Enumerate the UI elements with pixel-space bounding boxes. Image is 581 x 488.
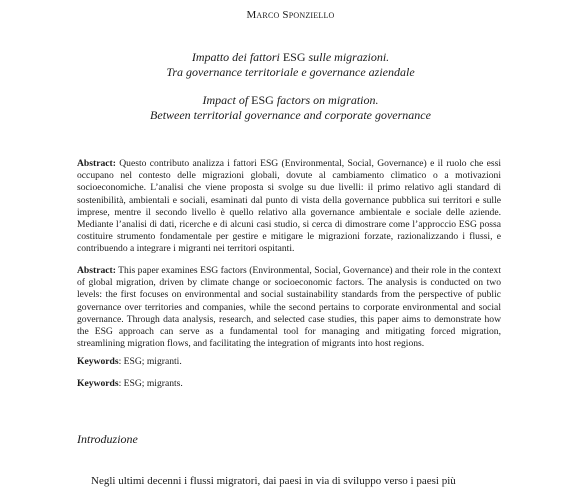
abstract-italian [77, 158, 501, 256]
title-english-part: Impact of [202, 93, 252, 107]
title-italian-part: sulle migrazioni. [305, 50, 390, 64]
title-italian [0, 50, 581, 80]
title-english [0, 93, 581, 123]
abstract-label: Abstract: [77, 158, 116, 169]
title-italian-esg: ESG [282, 50, 306, 64]
keywords-english [77, 378, 501, 390]
keywords-italian [77, 356, 501, 368]
abstract-italian-text: Questo contributo analizza i fattori ESG (Environmental, Social, Governance) e il ruolo che essi occupano nel contesto delle migrazioni globali, dovute al cambiamento climatico o a motivazioni socioeconomiche. L’analisi che viene proposta si svolge su due livelli: il primo relativo agli standard di sostenibilità, ambientali e sociali, esaminati dal punto di vista della governance pubblica sui territori e sulle imprese, mentre il secondo livello è quello relativo alla governance ambientale e sociale delle aziende. Mediante l’analisi di dati, ricerche e di alcuni casi studio, si cerca di dimostrare come l’approccio ESG possa costituire strumento fondamentale per gestire e mitigare le migrazioni forzate, razionalizzando i flussi, e contribuendo a integrare i migranti nei territori ospitanti. [77, 158, 501, 255]
title-english-line-2: Between territorial governance and corporate governance [150, 108, 431, 122]
title-italian-line-2: Tra governance territoriale e governance aziendale [166, 65, 415, 79]
title-italian-part: Impatto dei fattori [191, 50, 283, 64]
keywords-english-text: : ESG; migrants. [118, 378, 183, 389]
title-english-line-1 [0, 93, 581, 108]
body-first-line: Negli ultimi decenni i flussi migratori, dai paesi in via di sviluppo verso i paesi più [91, 475, 456, 487]
author-name: Marco Sponziello [246, 9, 335, 21]
abstract-label: Abstract: [77, 265, 116, 276]
section-heading-introduction: Introduzione [77, 432, 138, 446]
keywords-italian-text: : ESG; migranti. [118, 356, 182, 367]
keywords-label: Keywords [77, 378, 119, 389]
abstract-english [77, 265, 501, 350]
keywords-label: Keywords [77, 356, 119, 367]
title-italian-line-1 [0, 50, 581, 65]
title-english-esg: ESG [251, 93, 274, 107]
abstract-english-text: This paper examines ESG factors (Environmental, Social, Governance) and their role in the context of global migration, driven by climate change or socioeconomic factors. The analysis is conducted on two levels: the first focuses on environmental and social sustainability standards from the perspective of public governance over territories and companies, while the second pertains to corporate environmental and social governance. Through data analysis, research, and selected case studies, this paper aims to demonstrate how the ESG approach can serve as a fundamental tool for managing and mitigating forced migration, streamlining migration flows, and facilitating the integration of migrants into host regions. [77, 265, 501, 350]
title-english-part: factors on migration. [273, 93, 379, 107]
